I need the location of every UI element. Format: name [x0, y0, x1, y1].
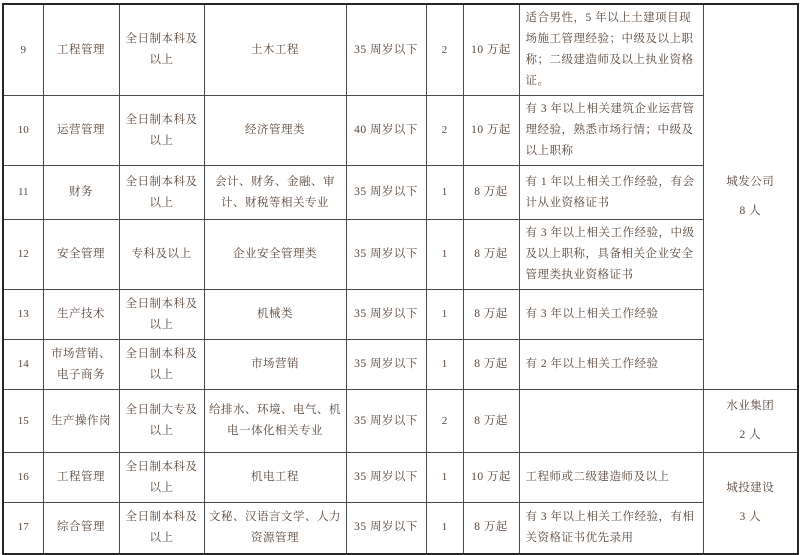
- cell-education: 全日制本科及以上: [119, 503, 204, 554]
- cell-requirements: 有 1 年以上相关工作经验，有会计从业资格证书: [519, 166, 703, 220]
- cell-salary: 8 万起: [463, 390, 519, 453]
- table-row: [3, 220, 798, 290]
- company-name: 城投建设: [726, 481, 775, 494]
- cell-position: 工程管理: [43, 453, 119, 503]
- cell-major: 机电工程: [204, 453, 346, 503]
- cell-education: 全日制本科及以上: [119, 290, 204, 340]
- table-row: [3, 96, 798, 166]
- table-row: [3, 503, 798, 554]
- cell-education: 全日制本科及以上: [119, 340, 204, 390]
- cell-row-number: 16: [3, 453, 43, 503]
- table-row: [3, 390, 798, 453]
- company-name: 水业集团: [726, 400, 775, 412]
- cell-row-number: 10: [3, 96, 43, 166]
- company-headcount: 8 人: [739, 205, 762, 217]
- cell-age-limit: 35 周岁以下: [346, 4, 426, 96]
- cell-age-limit: 35 周岁以下: [346, 503, 426, 554]
- cell-education: 全日制本科及以上: [119, 166, 204, 220]
- company-name: 城发公司: [726, 176, 775, 188]
- cell-salary: 8 万起: [463, 503, 519, 554]
- cell-row-number: 13: [3, 290, 43, 340]
- table-row: [3, 290, 798, 340]
- company-headcount: 2 人: [739, 429, 762, 441]
- table-row: [3, 340, 798, 390]
- cell-education: 专科及以上: [119, 220, 204, 290]
- cell-major: 土木工程: [204, 4, 346, 96]
- cell-headcount: 1: [426, 503, 463, 554]
- cell-salary: 8 万起: [463, 220, 519, 290]
- cell-requirements: 适合男性，5 年以上土建项目现场施工管理经验；中级及以上职称；二级建造师及以上执业资格证。: [519, 4, 703, 96]
- cell-position: 市场营销、电子商务: [43, 340, 119, 390]
- cell-major: 市场营销: [204, 340, 346, 390]
- cell-row-number: 9: [3, 4, 43, 96]
- cell-salary: 10 万起: [463, 453, 519, 503]
- cell-major: 机械类: [204, 290, 346, 340]
- cell-salary: 8 万起: [463, 290, 519, 340]
- cell-headcount: 2: [426, 390, 463, 453]
- cell-requirements: [519, 390, 703, 453]
- cell-headcount: 1: [426, 453, 463, 503]
- cell-headcount: 1: [426, 166, 463, 220]
- cell-row-number: 17: [3, 503, 43, 554]
- cell-education: 全日制本科及以上: [119, 4, 204, 96]
- table-row: [3, 453, 798, 503]
- cell-requirements: 有 2 年以上相关工作经验: [519, 340, 703, 390]
- cell-education: 全日制本科及以上: [119, 453, 204, 503]
- cell-headcount: 1: [426, 290, 463, 340]
- cell-headcount: 2: [426, 4, 463, 96]
- cell-headcount: 2: [426, 96, 463, 166]
- cell-position: 运营管理: [43, 96, 119, 166]
- cell-salary: 8 万起: [463, 166, 519, 220]
- cell-age-limit: 35 周岁以下: [346, 390, 426, 453]
- cell-headcount: 1: [426, 220, 463, 290]
- cell-age-limit: 40 周岁以下: [346, 96, 426, 166]
- cell-row-number: 15: [3, 390, 43, 453]
- cell-company-group: [703, 390, 798, 453]
- cell-requirements: 有 3 年以上相关工作经验，中级及以上职称，具备相关企业安全管理类执业资格证书: [519, 220, 703, 290]
- cell-age-limit: 35 周岁以下: [346, 290, 426, 340]
- cell-row-number: 11: [3, 166, 43, 220]
- cell-age-limit: 35 周岁以下: [346, 220, 426, 290]
- cell-salary: 10 万起: [463, 4, 519, 96]
- cell-requirements: 有 3 年以上相关建筑企业运营管理经验，熟悉市场行情；中级及以上职称: [519, 96, 703, 166]
- cell-company-group: [703, 4, 798, 390]
- cell-major: 经济管理类: [204, 96, 346, 166]
- cell-age-limit: 35 周岁以下: [346, 340, 426, 390]
- cell-requirements: 工程师或二级建造师及以上: [519, 453, 703, 503]
- cell-major: 会计、财务、金融、审计、财税等相关专业: [204, 166, 346, 220]
- company-headcount: 3 人: [739, 510, 762, 523]
- cell-position: 生产操作岗: [43, 390, 119, 453]
- cell-position: 生产技术: [43, 290, 119, 340]
- cell-position: 工程管理: [43, 4, 119, 96]
- cell-position: 财务: [43, 166, 119, 220]
- cell-age-limit: 35 周岁以下: [346, 166, 426, 220]
- cell-major: 企业安全管理类: [204, 220, 346, 290]
- cell-position: 综合管理: [43, 503, 119, 554]
- cell-education: 全日制本科及以上: [119, 96, 204, 166]
- cell-salary: 8 万起: [463, 340, 519, 390]
- table-body: [3, 4, 798, 554]
- cell-requirements: 有 3 年以上相关工作经验，有相关资格证书优先录用: [519, 503, 703, 554]
- table-row: [3, 4, 798, 96]
- cell-major: 给排水、环境、电气、机电一体化相关专业: [204, 390, 346, 453]
- cell-row-number: 12: [3, 220, 43, 290]
- cell-age-limit: 35 周岁以下: [346, 453, 426, 503]
- cell-education: 全日制大专及以上: [119, 390, 204, 453]
- cell-requirements: 有 3 年以上相关工作经验: [519, 290, 703, 340]
- table-row: [3, 166, 798, 220]
- cell-major: 文秘、汉语言文学、人力资源管理: [204, 503, 346, 554]
- cell-row-number: 14: [3, 340, 43, 390]
- cell-headcount: 1: [426, 340, 463, 390]
- cell-salary: 10 万起: [463, 96, 519, 166]
- cell-position: 安全管理: [43, 220, 119, 290]
- cell-company-group: [703, 453, 798, 554]
- recruitment-table: [2, 3, 799, 555]
